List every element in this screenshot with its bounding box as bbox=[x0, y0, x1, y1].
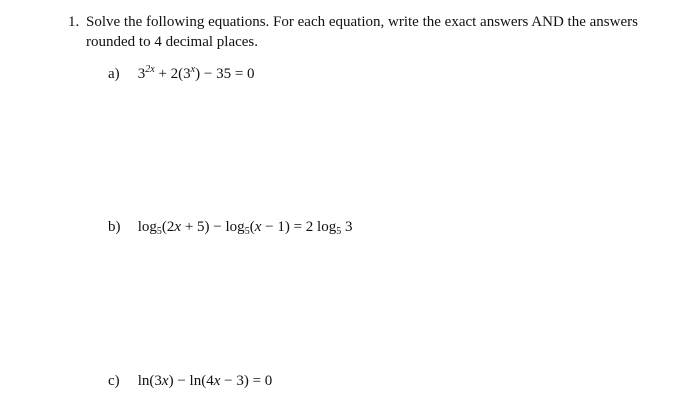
question-prompt-line-1: Solve the following equations. For each equation, write the exact answers AND the answers bbox=[86, 14, 638, 30]
eq-b-var-2: x bbox=[254, 219, 262, 235]
question-number: 1. bbox=[68, 14, 80, 30]
question-prompt-line-2: rounded to 4 decimal places. bbox=[86, 34, 259, 50]
part-a bbox=[108, 64, 255, 84]
eq-c-var-1: x bbox=[161, 373, 169, 389]
eq-a-exponent-1: 2x bbox=[145, 64, 155, 75]
part-a-equation bbox=[138, 64, 255, 84]
part-c-equation bbox=[138, 371, 273, 391]
eq-b-term-5: − 1) = 2 log bbox=[261, 219, 337, 235]
eq-c-term-1: ln(3 bbox=[137, 373, 162, 389]
question-prompt bbox=[86, 12, 666, 52]
part-c bbox=[108, 371, 272, 391]
eq-b-term-3: + 5) − log bbox=[181, 219, 245, 235]
eq-b-term-2: (2 bbox=[161, 219, 175, 235]
part-b bbox=[108, 217, 352, 237]
eq-b-base-1: 5 bbox=[156, 226, 162, 237]
eq-b-base-3: 5 bbox=[336, 226, 342, 237]
eq-a-term-1: 3 bbox=[137, 66, 146, 82]
eq-b-term-4: ( bbox=[249, 219, 255, 235]
part-b-equation bbox=[138, 217, 353, 237]
eq-a-term-2: + 2(3 bbox=[154, 66, 191, 82]
eq-b-var-1: x bbox=[174, 219, 182, 235]
eq-a-term-3: ) − 35 = 0 bbox=[195, 66, 255, 82]
eq-a-exponent-2: x bbox=[190, 64, 196, 75]
part-b-label: b) bbox=[108, 219, 121, 235]
eq-c-var-2: x bbox=[213, 373, 221, 389]
eq-b-term-1: log bbox=[137, 219, 157, 235]
eq-c-term-2: ) − ln(4 bbox=[168, 373, 214, 389]
part-a-label: a) bbox=[108, 66, 120, 82]
eq-b-base-2: 5 bbox=[244, 226, 250, 237]
eq-b-term-6: 3 bbox=[341, 219, 353, 235]
part-c-label: c) bbox=[108, 373, 120, 389]
eq-c-term-3: − 3) = 0 bbox=[220, 373, 273, 389]
